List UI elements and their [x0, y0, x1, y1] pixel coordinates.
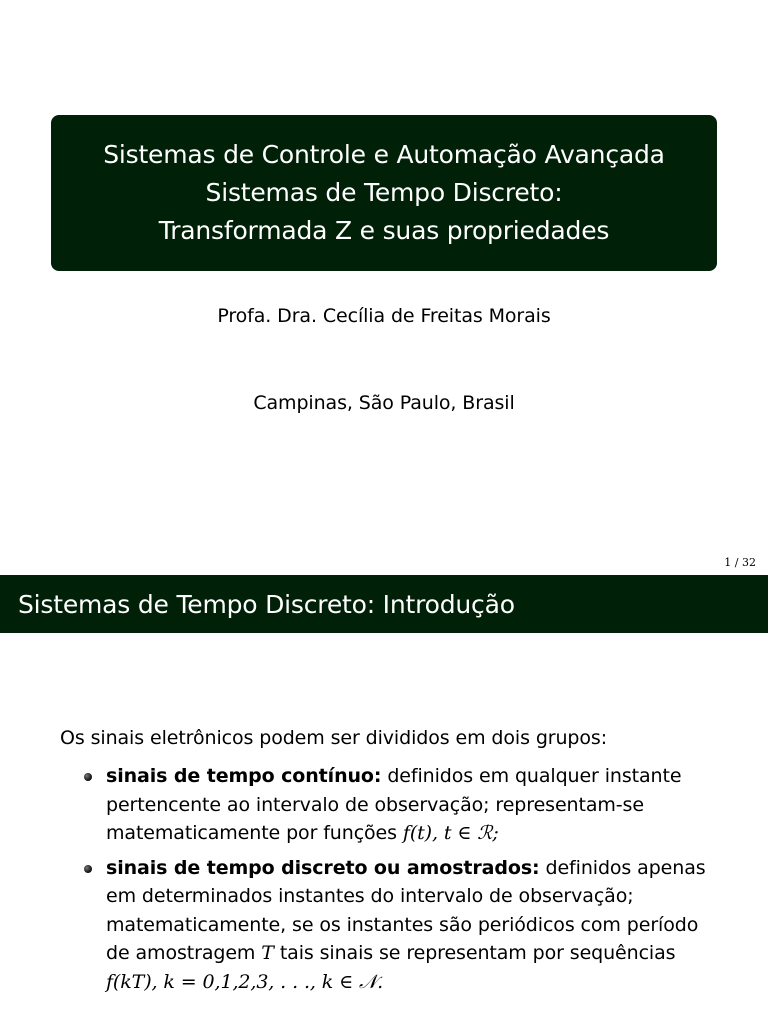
bullet-continuous: [82, 762, 722, 848]
author: Profa. Dra. Cecília de Freitas Morais: [217, 305, 551, 327]
title-line-2: Sistemas de Tempo Discreto:: [205, 178, 563, 207]
bullet-text-2: tais sinais se representam por sequências: [279, 942, 676, 964]
location: Campinas, São Paulo, Brasil: [253, 392, 515, 414]
bullet-icon: [84, 865, 92, 873]
intro-slide: [0, 575, 768, 1024]
bullet-term: sinais de tempo contínuo:: [106, 765, 382, 787]
bullet-math: f(kT), k = 0,1,2,3, . . ., k ∈ 𝒩.: [106, 970, 384, 993]
bullet-math: f(t), t ∈ ℛ;: [402, 822, 499, 844]
bullet-math-T: T: [261, 942, 274, 964]
bullet-text: definidos em qualquer instante pertencente ao intervalo de observação; representam-se matematicamente por funções: [106, 765, 682, 844]
bullet-term: sinais de tempo discreto ou amostrados:: [106, 856, 540, 879]
bullet-icon: [84, 773, 92, 781]
title-block: [51, 115, 717, 271]
title-line-1: Sistemas de Controle e Automação Avançada: [103, 140, 665, 169]
bullet-list: [82, 762, 722, 1002]
title-line-3: Transformada Z e suas propriedades: [158, 216, 610, 245]
frame-title: Sistemas de Tempo Discreto: Introdução: [0, 575, 768, 633]
bullet-text: definidos apenas em determinados instantes do intervalo de observação; matematicamente, se os instantes são periódicos com período de amostragem: [106, 856, 706, 964]
intro-text: Os sinais eletrônicos podem ser divididos em dois grupos:: [60, 727, 608, 749]
bullet-discrete: [82, 854, 722, 997]
page-number: 1 / 32: [724, 556, 756, 569]
